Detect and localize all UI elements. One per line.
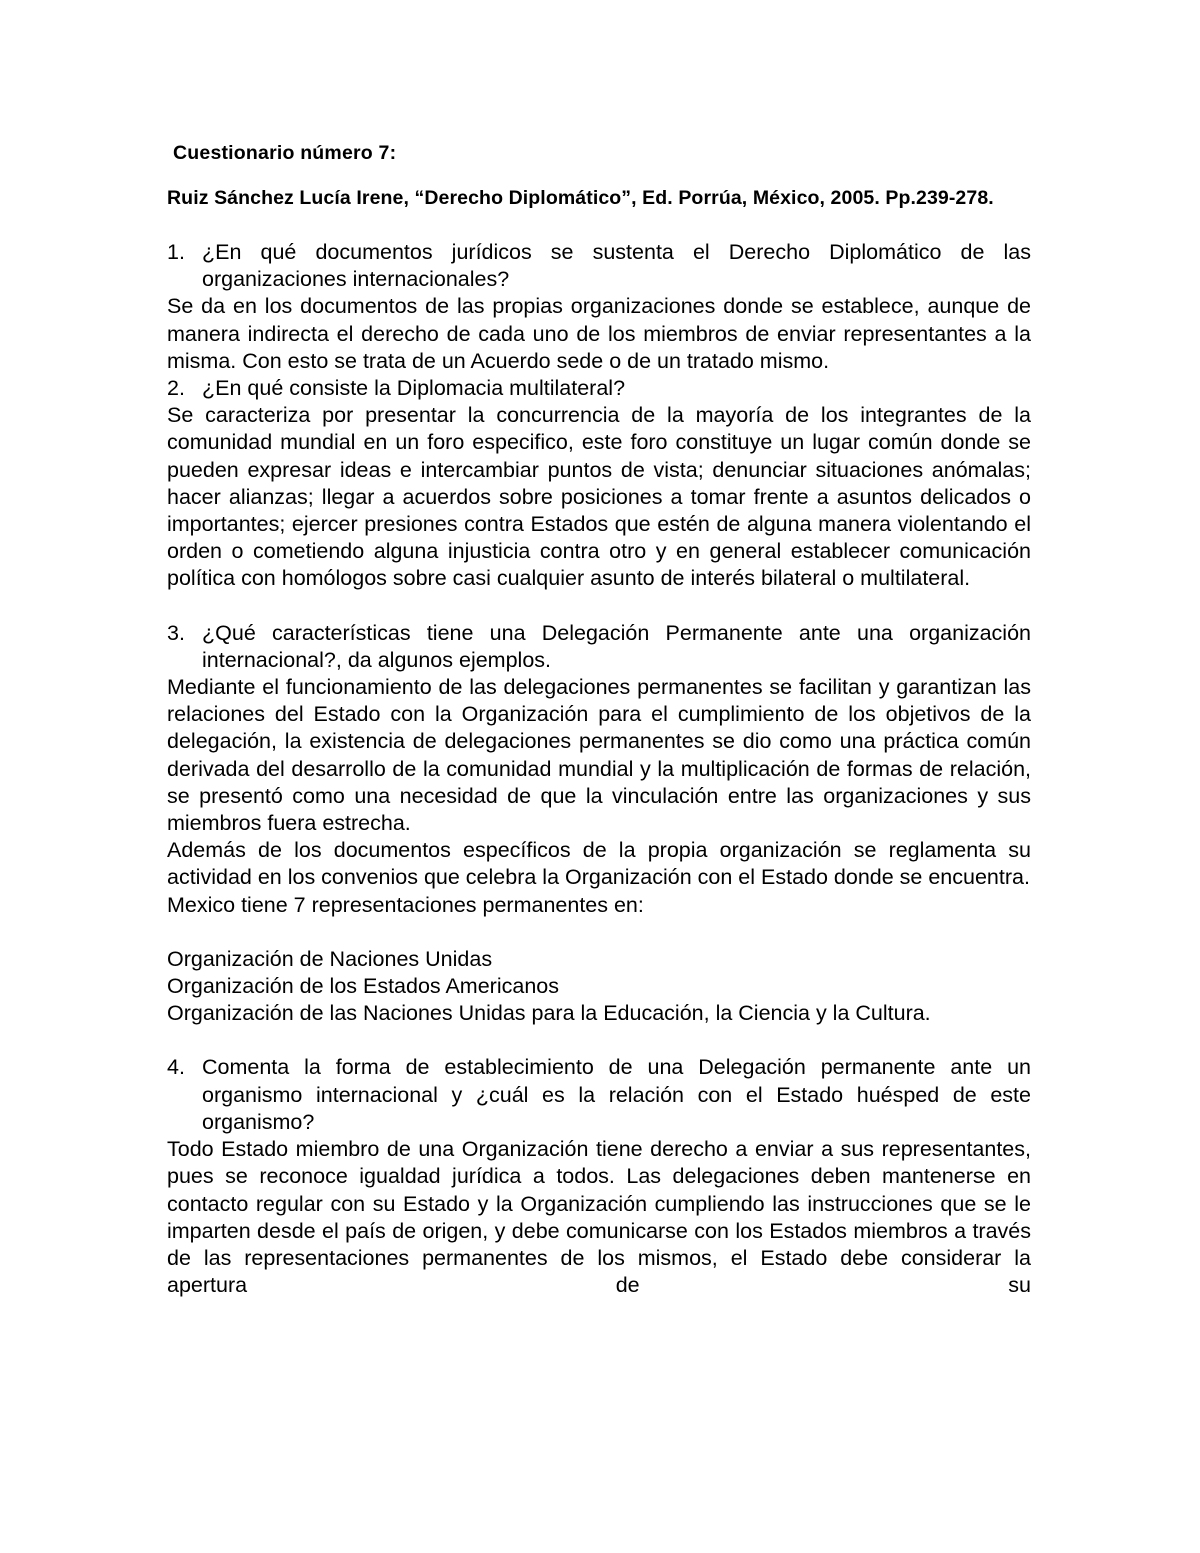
document-body <box>167 239 1031 1299</box>
question-2 <box>167 375 1031 402</box>
answer-1: Se da en los documentos de las propias organizaciones donde se establece, aunque de manera indirecta el derecho de cada uno de los miembros de enviar representantes a la misma. Con esto se trata de un Acuerdo sede o de un tratado mismo. <box>167 294 1031 373</box>
document-page <box>167 140 1031 1299</box>
question-number: 4. <box>167 1055 185 1080</box>
answer-3-paragraph-1: Mediante el funcionamiento de las delegaciones permanentes se facilitan y garantizan las relaciones del Estado con la Organización para el cumplimiento de los objetivos de la delegación, la existencia de delegaciones permanentes se dio como una práctica común derivada del desarrollo de la comunidad mundial y la multiplicación de formas de relación, se presentó como una necesidad de que la vinculación entre las organizaciones y sus miembros fuera estrecha. <box>167 675 1031 836</box>
question-4 <box>167 1054 1031 1136</box>
question-number: 3. <box>167 620 185 645</box>
question-number: 1. <box>167 240 185 264</box>
answer-4: Todo Estado miembro de una Organización tiene derecho a enviar a sus representantes, pues se reconoce igualdad jurídica a todos. Las delegaciones deben mantenerse en contacto regular con su Estado y la Organización cumpliendo las instrucciones que se le imparten desde el país de origen, y debe comunicarse con los Estados miembros a través de las representaciones permanentes de los mismos, el Estado debe considerar la apertura de su <box>167 1137 1031 1298</box>
answer-3-paragraph-2: Además de los documentos específicos de la propia organización se reglamenta su actividad en los convenios que celebra la Organización con el Estado donde se encuentra. <box>167 838 1031 890</box>
bibliographic-reference: Ruiz Sánchez Lucía Irene, “Derecho Diplomático”, Ed. Porrúa, México, 2005. Pp.239-278. <box>167 187 994 209</box>
answer-2: Se caracteriza por presentar la concurrencia de la mayoría de los integrantes de la comunidad mundial en un foro especifico, este foro constituye un lugar común donde se pueden expresar ideas e intercambiar puntos de vista; denunciar situaciones anómalas; hacer alianzas; llegar a acuerdos sobre posiciones a tomar frente a asuntos delicados o importantes; ejercer presiones contra Estados que estén de alguna manera violentando el orden o cometiendo alguna injusticia contra otro y en general establecer comunicación política con homólogos sobre casi cualquier asunto de interés bilateral o multilateral. <box>167 403 1031 591</box>
question-text: ¿En qué documentos jurídicos se sustenta el Derecho Diplomático de las organizaciones internacionales? <box>202 240 1031 292</box>
question-3 <box>167 620 1031 674</box>
question-text: Comenta la forma de establecimiento de una Delegación permanente ante un organismo internacional y ¿cuál es la relación con el Estado huésped de este organismo? <box>202 1055 1031 1134</box>
list-item: Organización de las Naciones Unidas para la Educación, la Ciencia y la Cultura. <box>167 1001 931 1026</box>
question-1 <box>167 239 1031 293</box>
question-text: ¿En qué consiste la Diplomacia multilateral? <box>202 376 626 401</box>
question-text: ¿Qué características tiene una Delegación Permanente ante una organización internacional?, da algunos ejemplos. <box>202 620 1031 672</box>
list-item: Organización de Naciones Unidas <box>167 946 493 971</box>
document-title: Cuestionario número 7: <box>173 142 397 164</box>
list-item: Organización de los Estados Americanos <box>167 974 559 999</box>
question-number: 2. <box>167 376 185 401</box>
organizations-list <box>167 946 1031 1028</box>
answer-3-paragraph-3: Mexico tiene 7 representaciones permanentes en: <box>167 892 644 917</box>
